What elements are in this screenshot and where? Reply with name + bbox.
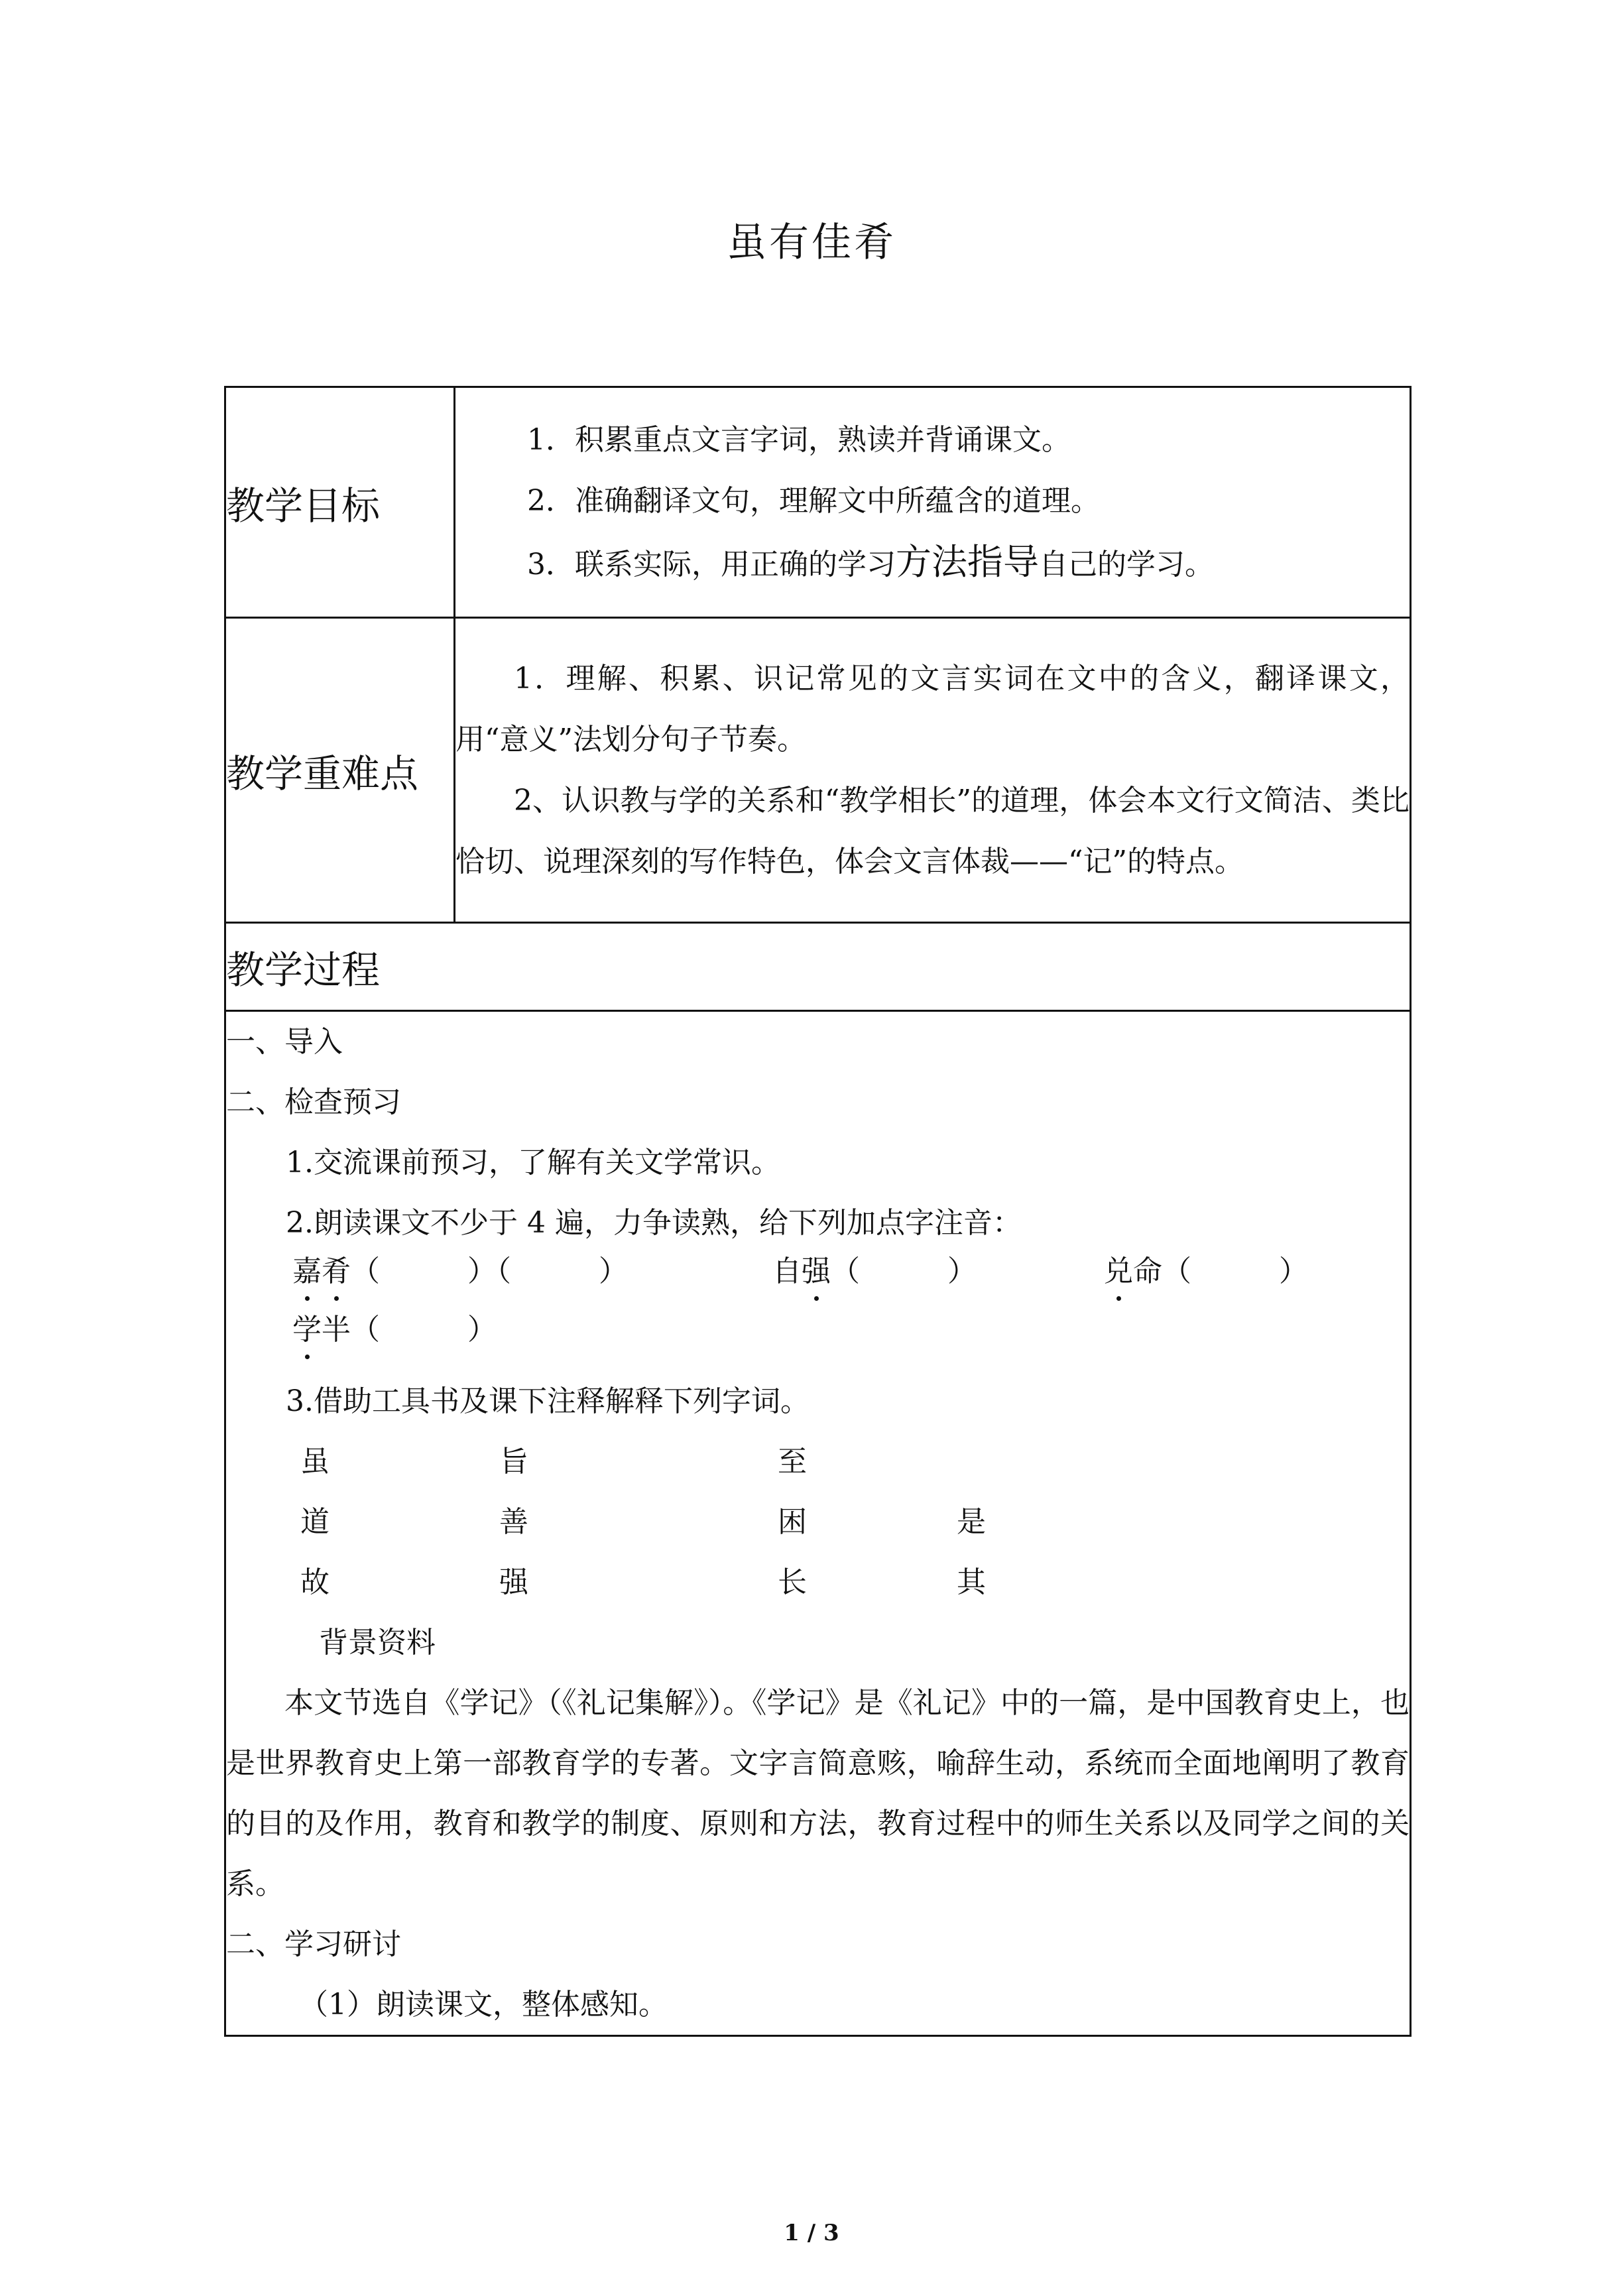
pinyin-blank: （ ）	[831, 1254, 977, 1288]
pinyin-blank: （ ）	[351, 1313, 497, 1347]
dotted-char: 肴	[322, 1252, 351, 1292]
plain-char: 半	[322, 1313, 351, 1347]
plain-char: 命	[1133, 1254, 1162, 1288]
word-item: 至	[778, 1445, 807, 1479]
dotted-char: 兑	[1104, 1252, 1133, 1292]
pinyin-item	[1104, 1252, 1308, 1292]
word-item: 道	[300, 1505, 330, 1539]
preview-task-1: 1.交流课前预习，了解有关文学常识。	[286, 1146, 780, 1179]
page-number: 1 / 3	[784, 2220, 839, 2246]
objective-item: 1．积累重点文言字词，熟读并背诵课文。	[527, 422, 1071, 457]
objective-3-part: 3．联系实际，用正确的学习	[527, 547, 896, 581]
background-text: 本文节选自《学记》（《礼记集解》）。《学记》是《礼记》中的一篇，是中国教育史上，也是世界教育史上第一部教育学的专著。文字言简意赅，喻辞生动，系统而全面地阐明了教育的目的及作用，教育和教学的制度、原则和方法，教育过程中的师生关系以及同学之间的关系。	[226, 1686, 1410, 1901]
pinyin-row	[226, 1310, 1410, 1371]
document-title: 虽有佳肴	[727, 219, 896, 266]
objective-item: 2．准确翻译文句，理解文中所蕴含的道理。	[527, 483, 1100, 518]
objectives-content	[455, 387, 1411, 618]
objectives-row	[225, 387, 1411, 618]
study-heading: 二、学习研讨	[226, 1927, 401, 1961]
word-item: 长	[778, 1565, 807, 1599]
objective-3-part: 自己的学习。	[1039, 547, 1214, 581]
key-point-item: 1．理解、积累、识记常见的文言实词在文中的含义，翻译课文，用“意义”法划分句子节奏。	[455, 661, 1410, 756]
word-item: 虽	[300, 1445, 330, 1479]
pinyin-blank: （ ）（ ）	[351, 1254, 628, 1288]
word-item: 故	[300, 1565, 330, 1599]
lesson-plan-table	[224, 386, 1412, 2037]
word-item: 困	[778, 1505, 807, 1539]
word-item: 是	[957, 1505, 986, 1539]
word-item: 其	[957, 1565, 986, 1599]
pinyin-blank: （ ）	[1162, 1254, 1308, 1288]
word-item: 善	[499, 1505, 528, 1539]
study-item: （1）朗读课文，整体感知。	[299, 1988, 668, 2022]
check-preview-heading: 二、检查预习	[226, 1085, 401, 1119]
dotted-char: 强	[802, 1252, 831, 1292]
preview-task-3: 3.借助工具书及课下注释解释下列字词。	[286, 1384, 810, 1418]
intro-heading: 一、导入	[226, 1025, 343, 1059]
word-row	[300, 1492, 1410, 1552]
key-points-row	[225, 618, 1411, 923]
plain-char: 自	[772, 1254, 802, 1288]
objective-3-emphasis: 方法指导	[896, 540, 1039, 583]
pinyin-item	[292, 1310, 497, 1350]
process-header-row	[225, 923, 1411, 1011]
process-content-row	[225, 1011, 1411, 2036]
dotted-char: 嘉	[292, 1252, 322, 1292]
word-row	[300, 1552, 1410, 1612]
pinyin-item	[772, 1252, 1104, 1292]
key-points-content	[455, 618, 1411, 923]
pinyin-row	[226, 1252, 1410, 1310]
dotted-char: 学	[292, 1310, 322, 1350]
word-row	[300, 1431, 1410, 1492]
key-point-item: 2、认识教与学的关系和“教学相长”的道理，体会本文行文简洁、类比恰切、说理深刻的写作特色，体会文言体裁——“记”的特点。	[455, 783, 1410, 878]
objective-item	[455, 532, 1410, 595]
key-points-label: 教学重难点	[225, 618, 455, 923]
process-label: 教学过程	[225, 923, 1411, 1011]
word-item: 强	[499, 1565, 528, 1599]
pinyin-item	[292, 1252, 772, 1292]
word-item: 旨	[499, 1445, 528, 1479]
preview-task-2: 2.朗读课文不少于 4 遍，力争读熟，给下列加点字注音：	[286, 1206, 1022, 1240]
word-grid	[226, 1431, 1410, 1612]
process-content	[225, 1011, 1411, 2036]
background-heading: 背景资料	[319, 1626, 436, 1660]
objectives-label: 教学目标	[225, 387, 455, 618]
